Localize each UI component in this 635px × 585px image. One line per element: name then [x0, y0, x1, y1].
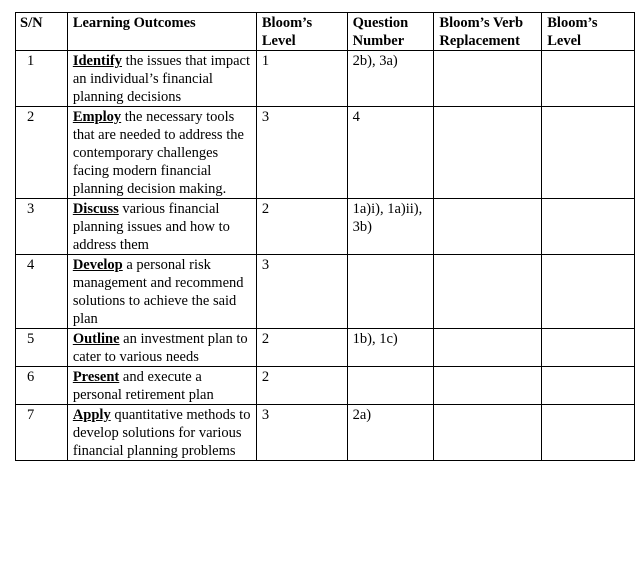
cell-sn: 5: [16, 329, 68, 367]
outcome-text: and execute a personal retirement plan: [72, 369, 214, 403]
cell-blooms-level-2: [542, 367, 635, 405]
outcome-verb: Outline: [72, 331, 120, 347]
cell-sn: 6: [16, 367, 68, 405]
learning-outcomes-table: [15, 12, 635, 461]
table-row: [16, 405, 635, 461]
cell-learning-outcome: [67, 405, 256, 461]
cell-learning-outcome: [67, 51, 256, 107]
cell-verb-replacement: [434, 51, 542, 107]
document-page: [15, 12, 635, 461]
outcome-text: a personal risk management and recommend solutions to achieve the said plan: [72, 257, 244, 327]
cell-blooms-level-2: [542, 199, 635, 255]
cell-blooms-level-2: [542, 405, 635, 461]
header-blooms-level: Bloom’s Level: [256, 13, 347, 51]
cell-question-number: [347, 255, 434, 329]
outcome-verb: Discuss: [72, 201, 119, 217]
cell-sn: 4: [16, 255, 68, 329]
cell-learning-outcome: [67, 199, 256, 255]
header-row: [16, 13, 635, 51]
cell-question-number: 1a)i), 1a)ii), 3b): [347, 199, 434, 255]
header-learning-outcomes: Learning Outcomes: [67, 13, 256, 51]
header-blooms-verb-replacement: Bloom’s Verb Replacement: [434, 13, 542, 51]
outcome-text: the issues that impact an individual’s financial planning decisions: [72, 53, 251, 105]
cell-verb-replacement: [434, 255, 542, 329]
cell-blooms-level: 3: [256, 107, 347, 199]
outcome-verb: Identify: [72, 53, 122, 69]
cell-verb-replacement: [434, 367, 542, 405]
cell-sn: 3: [16, 199, 68, 255]
outcome-text: various financial planning issues and how to address them: [72, 201, 230, 253]
cell-question-number: 2a): [347, 405, 434, 461]
table-row: [16, 51, 635, 107]
cell-question-number: 2b), 3a): [347, 51, 434, 107]
cell-blooms-level-2: [542, 51, 635, 107]
cell-learning-outcome: [67, 255, 256, 329]
cell-verb-replacement: [434, 107, 542, 199]
cell-blooms-level: 3: [256, 255, 347, 329]
outcome-verb: Develop: [72, 257, 123, 273]
cell-sn: 1: [16, 51, 68, 107]
cell-blooms-level-2: [542, 255, 635, 329]
cell-verb-replacement: [434, 199, 542, 255]
cell-blooms-level: 2: [256, 329, 347, 367]
cell-blooms-level-2: [542, 329, 635, 367]
cell-blooms-level-2: [542, 107, 635, 199]
table-row: [16, 329, 635, 367]
outcome-verb: Apply: [72, 407, 111, 423]
cell-sn: 7: [16, 405, 68, 461]
cell-verb-replacement: [434, 405, 542, 461]
outcome-text: the necessary tools that are needed to address the contemporary challenges facing modern financial planning decision making.: [72, 109, 244, 197]
cell-learning-outcome: [67, 329, 256, 367]
cell-blooms-level: 2: [256, 367, 347, 405]
table-row: [16, 199, 635, 255]
cell-verb-replacement: [434, 329, 542, 367]
table-row: [16, 255, 635, 329]
outcome-text: an investment plan to cater to various needs: [72, 331, 248, 365]
header-question-number: Question Number: [347, 13, 434, 51]
cell-question-number: 4: [347, 107, 434, 199]
cell-sn: 2: [16, 107, 68, 199]
cell-blooms-level: 2: [256, 199, 347, 255]
table-row: [16, 367, 635, 405]
cell-question-number: [347, 367, 434, 405]
table-row: [16, 107, 635, 199]
header-blooms-level-2: Bloom’s Level: [542, 13, 635, 51]
cell-blooms-level: 1: [256, 51, 347, 107]
cell-learning-outcome: [67, 367, 256, 405]
cell-learning-outcome: [67, 107, 256, 199]
outcome-text: quantitative methods to develop solutions for various financial planning problems: [72, 407, 251, 459]
cell-blooms-level: 3: [256, 405, 347, 461]
outcome-verb: Present: [72, 369, 120, 385]
outcome-verb: Employ: [72, 109, 122, 125]
header-sn: S/N: [16, 13, 68, 51]
cell-question-number: 1b), 1c): [347, 329, 434, 367]
